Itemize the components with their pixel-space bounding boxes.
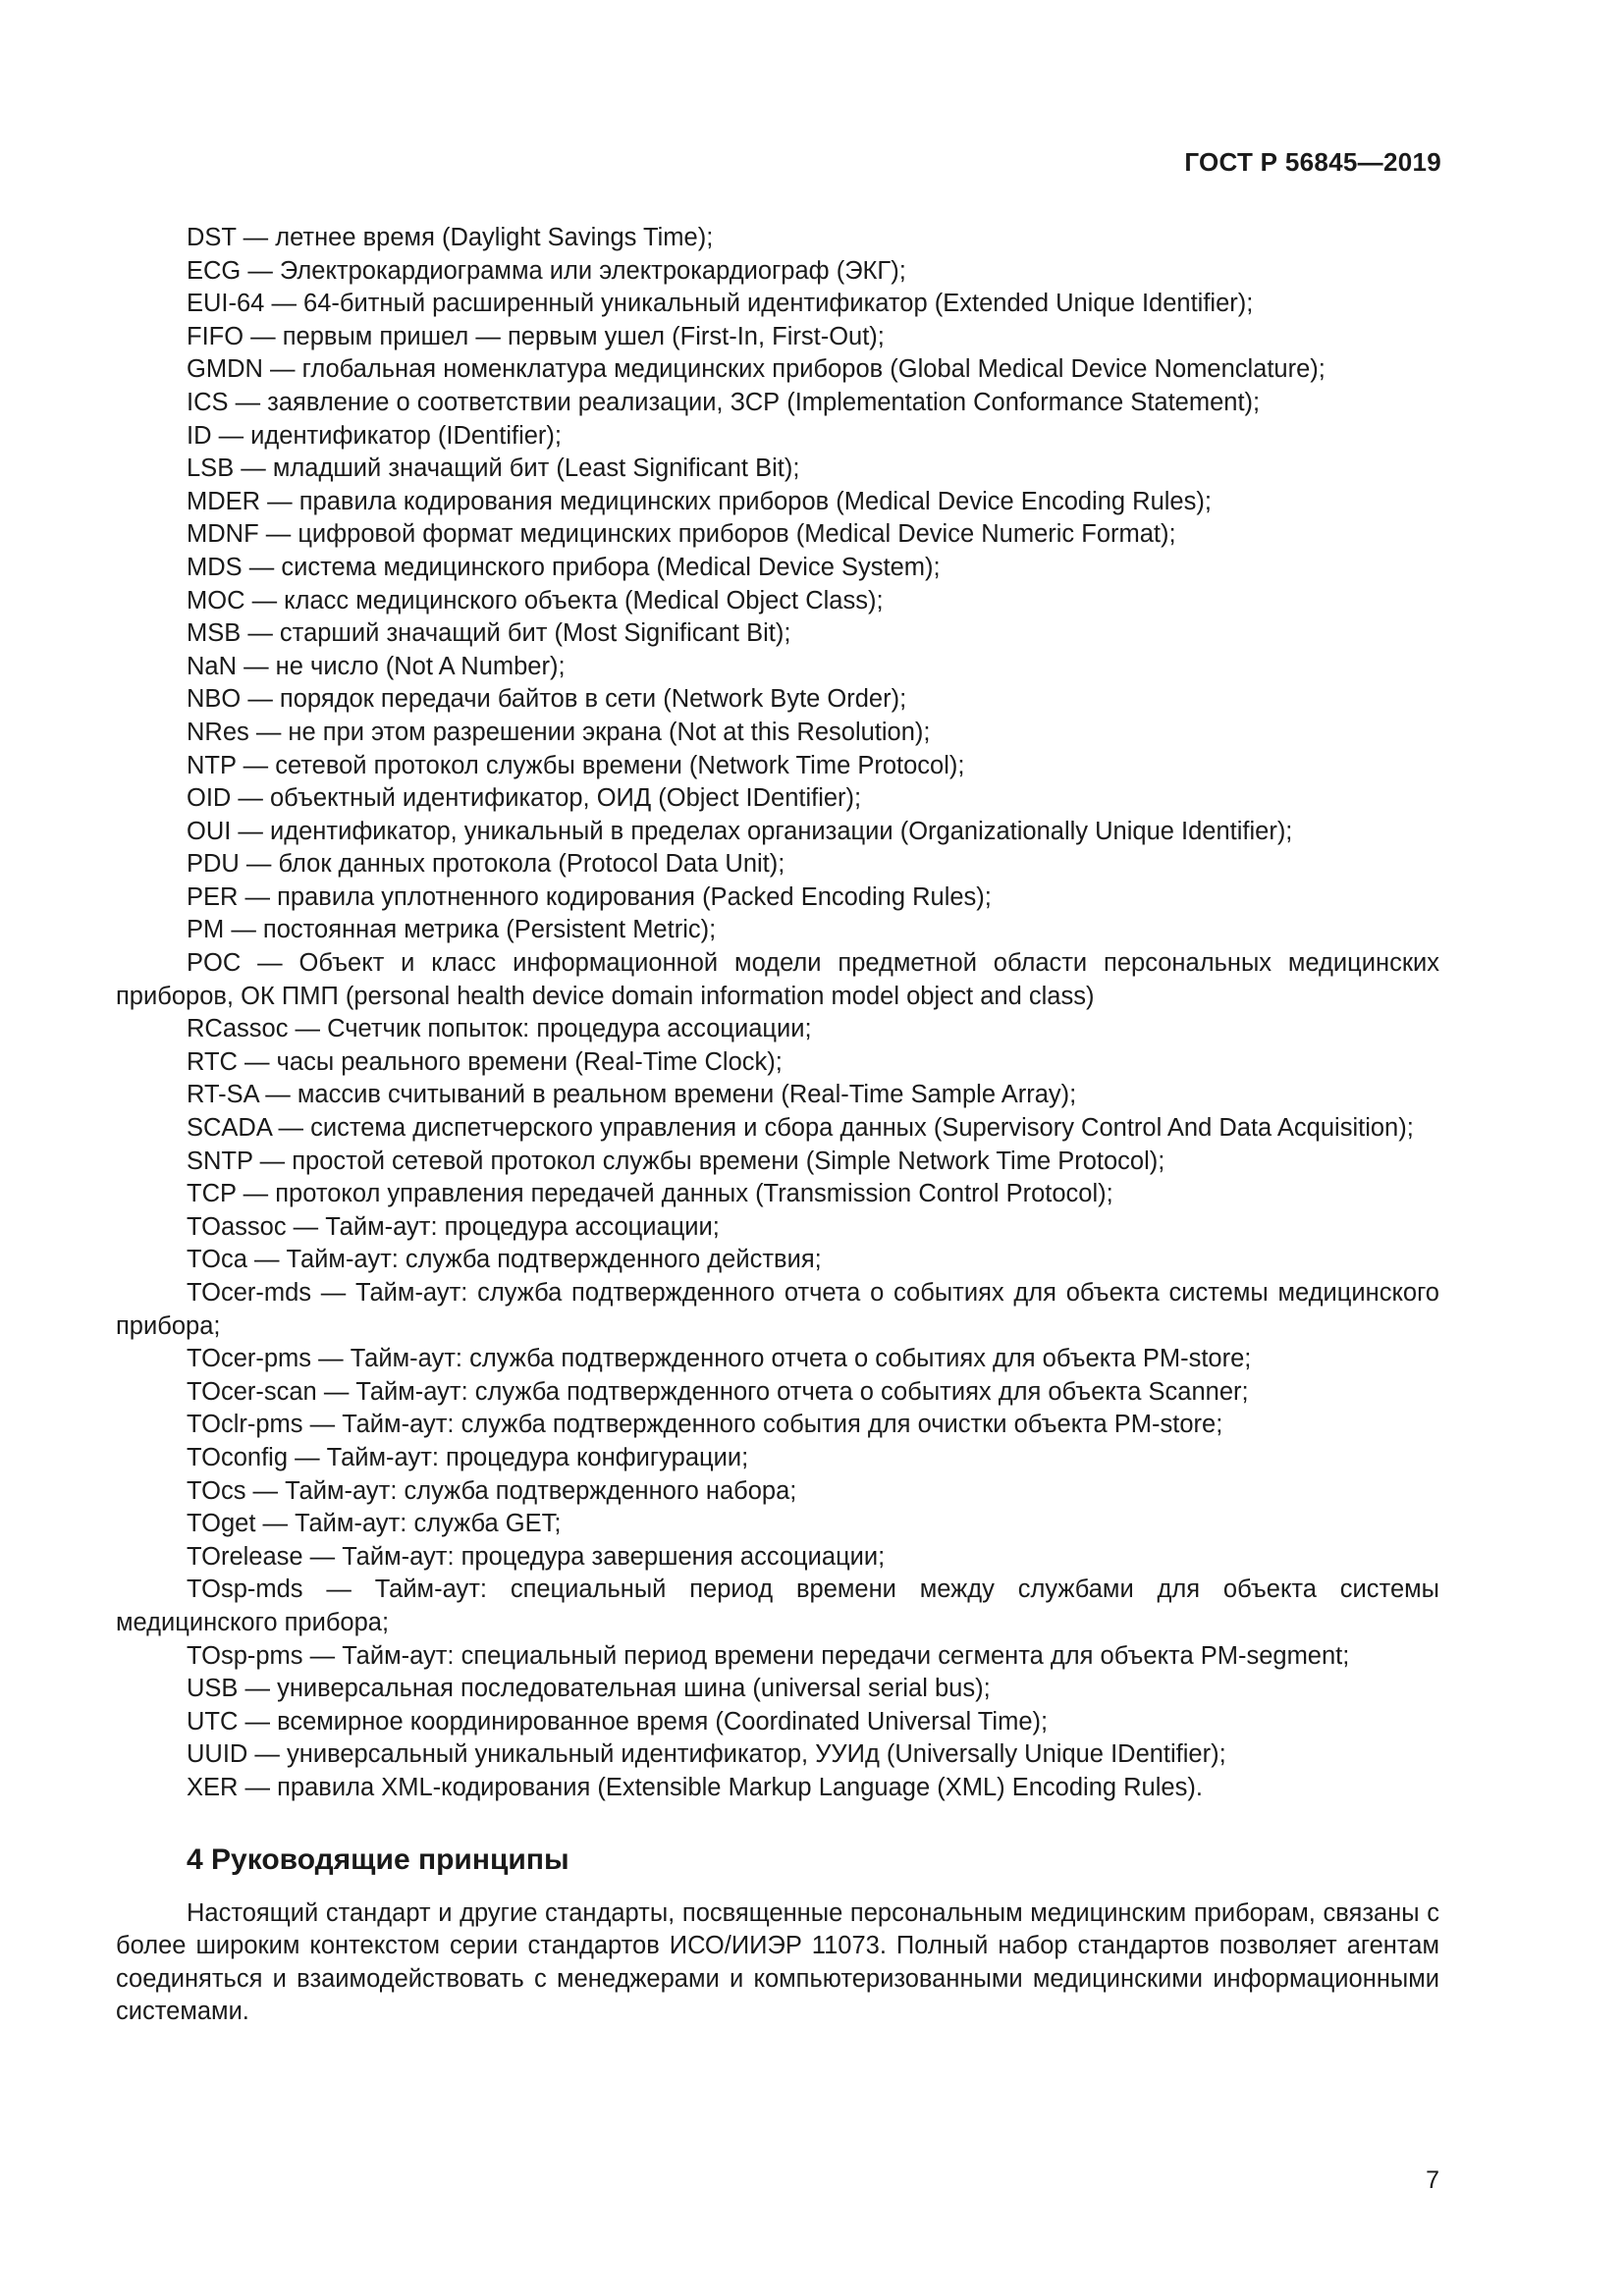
abbreviation-item: PER — правила уплотненного кодирования (Packed Encoding Rules); — [187, 882, 992, 911]
abbreviation-item: TOget — Тайм-аут: служба GET; — [187, 1510, 562, 1538]
abbreviation-item: TOclr-pms — Тайм-аут: служба подтвержденного события для очистки объекта PM-store; — [187, 1411, 1223, 1439]
abbreviation-item: PDU — блок данных протокола (Protocol Data Unit); — [187, 850, 785, 879]
section-title: 4 Руководящие принципы — [187, 1842, 569, 1876]
abbreviation-item: UUID — универсальный уникальный идентификатор, УУИд (Universally Unique IDentifier); — [187, 1740, 1226, 1769]
abbreviation-item: TOcer-mds — Тайм-аут: служба подтвержденного отчета о событиях для объекта системы медицинского прибора; — [116, 1279, 1439, 1340]
abbreviation-item: XER — правила XML-кодирования (Extensible Markup Language (XML) Encoding Rules). — [187, 1773, 1203, 1801]
abbreviation-item: ID — идентификатор (IDentifier); — [187, 421, 562, 450]
abbreviation-item: LSB — младший значащий бит (Least Significant Bit); — [187, 454, 800, 483]
abbreviation-item: OUI — идентификатор, уникальный в пределах организации (Organizationally Unique Identifier); — [187, 817, 1293, 845]
abbreviation-item: SCADA — система диспетчерского управления и сбора данных (Supervisory Control And Data Acquisition); — [187, 1114, 1414, 1143]
abbreviation-item: NRes — не при этом разрешении экрана (Not at this Resolution); — [187, 718, 931, 746]
abbreviation-item: TOcs — Тайм-аут: служба подтвержденного набора; — [187, 1476, 797, 1505]
abbreviation-item: TOsp-mds — Тайм-аут: специальный период времени между службами для объекта системы медицинского прибора; — [116, 1575, 1439, 1636]
abbreviation-item: OID — объектный идентификатор, ОИД (Object IDentifier); — [187, 784, 862, 813]
abbreviation-item: NBO — порядок передачи байтов в сети (Network Byte Order); — [187, 685, 907, 714]
abbreviation-item: RTC — часы реального времени (Real-Time Clock); — [187, 1047, 783, 1076]
abbreviation-item: MDNF — цифровой формат медицинских приборов (Medical Device Numeric Format); — [187, 520, 1176, 549]
abbreviation-item: RCassoc — Счетчик попыток: процедура ассоциации; — [187, 1015, 812, 1043]
abbreviation-item: SNTP — простой сетевой протокол службы времени (Simple Network Time Protocol); — [187, 1147, 1165, 1175]
abbreviation-item: TCP — протокол управления передачей данных (Transmission Control Protocol); — [187, 1180, 1113, 1208]
abbreviation-item: UTC — всемирное координированное время (Coordinated Universal Time); — [187, 1707, 1049, 1735]
document-id-header: ГОСТ Р 56845—2019 — [1184, 147, 1441, 177]
abbreviation-item: MDS — система медицинского прибора (Medical Device System); — [187, 553, 941, 581]
abbreviation-item: TOcer-pms — Тайм-аут: служба подтвержденного отчета о событиях для объекта PM-store; — [187, 1345, 1252, 1373]
abbreviation-item: GMDN — глобальная номенклатура медицинских приборов (Global Medical Device Nomenclature); — [187, 355, 1326, 384]
abbreviation-item: TOca — Тайм-аут: служба подтвержденного действия; — [187, 1246, 822, 1274]
abbreviation-item: PM — постоянная метрика (Persistent Metric); — [187, 916, 717, 944]
abbreviation-item: TOassoc — Тайм-аут: процедура ассоциации; — [187, 1212, 720, 1241]
abbreviation-item: MOC — класс медицинского объекта (Medical Object Class); — [187, 586, 884, 614]
abbreviation-item: ECG — Электрокардиограмма или электрокардиограф (ЭКГ); — [187, 256, 906, 285]
abbreviation-item: NaN — не число (Not A Number); — [187, 652, 566, 680]
abbreviation-item: FIFO — первым пришел — первым ушел (First-In, First-Out); — [187, 322, 885, 350]
abbreviation-item: MSB — старший значащий бит (Most Significant Bit); — [187, 619, 791, 648]
abbreviation-item: POC — Объект и класс информационной модели предметной области персональных медицинских приборов, ОК ПМП (personal health device domain information model object and class) — [116, 949, 1439, 1010]
abbreviation-item: TOrelease — Тайм-аут: процедура завершения ассоциации; — [187, 1542, 886, 1571]
abbreviation-item: TOcer-scan — Тайм-аут: служба подтвержденного отчета о событиях для объекта Scanner; — [187, 1377, 1249, 1406]
abbreviation-item: NTP — сетевой протокол службы времени (Network Time Protocol); — [187, 751, 965, 779]
page-content — [116, 222, 1439, 2029]
page-number: 7 — [1426, 2166, 1439, 2194]
abbreviation-item: TOsp-pms — Тайм-аут: специальный период времени передачи сегмента для объекта PM-segment; — [187, 1641, 1350, 1670]
abbreviation-item: TOconfig — Тайм-аут: процедура конфигурации; — [187, 1443, 749, 1471]
section-paragraph: Настоящий стандарт и другие стандарты, посвященные персональным медицинским приборам, связаны с более широким контекстом серии стандартов ИСО/ИИЭР 11073. Полный набор стандартов позволяет агентам соединяться и взаимодействовать с менеджерами и компьютеризованными медицинскими информационными системами. — [116, 1898, 1439, 2026]
abbreviation-list — [116, 222, 1439, 1805]
abbreviation-item: MDER — правила кодирования медицинских приборов (Medical Device Encoding Rules); — [187, 487, 1212, 515]
abbreviation-item: USB — универсальная последовательная шина (universal serial bus); — [187, 1675, 991, 1703]
abbreviation-item: ICS — заявление о соответствии реализации, ЗСР (Implementation Conformance Statement); — [187, 388, 1261, 416]
abbreviation-item: EUI-64 — 64-битный расширенный уникальный идентификатор (Extended Unique Identifier); — [187, 290, 1254, 318]
abbreviation-item: RT-SA — массив считываний в реальном времени (Real-Time Sample Array); — [187, 1081, 1077, 1109]
abbreviation-item: DST — летнее время (Daylight Savings Time); — [187, 224, 714, 251]
